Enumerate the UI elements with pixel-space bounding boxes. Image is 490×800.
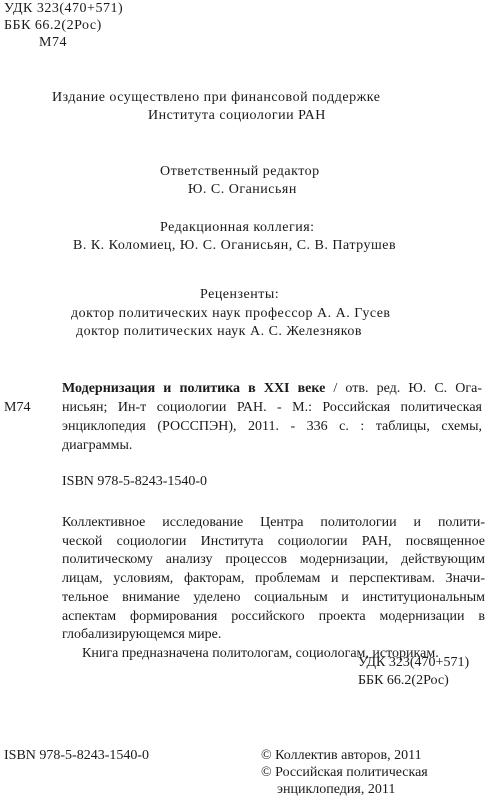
book-title: Модернизация и политика в XXI веке bbox=[62, 381, 326, 396]
udk-code: УДК 323(470+571) bbox=[4, 1, 124, 16]
funding-note-line2: Института социологии РАН bbox=[148, 108, 326, 123]
copyright-publisher-cont: энциклопедия, 2011 bbox=[277, 782, 396, 797]
board-members: В. К. Коломиец, Ю. С. Оганисьян, С. В. Патрушев bbox=[73, 238, 397, 253]
footer-isbn: ISBN 978-5-8243-1540-0 bbox=[4, 748, 150, 763]
copyright-publisher: © Российская политическая bbox=[261, 765, 428, 780]
reviewer-2: доктор политических наук А. С. Железняков bbox=[76, 324, 363, 339]
bbk-code: ББК 66.2(2Рос) bbox=[4, 18, 102, 33]
annotation-line: ческой социологии Института социологии РАН, посвященное bbox=[62, 533, 485, 549]
udk-code-repeat: УДК 323(470+571) bbox=[358, 655, 470, 670]
editor-label: Ответственный редактор bbox=[160, 164, 320, 179]
funding-note-line1: Издание осуществлено при финансовой поддержке bbox=[52, 90, 381, 105]
bib-line-1: Модернизация и политика в XXI веке / отв. ред. Ю. С. Ога- bbox=[62, 381, 482, 396]
bib-line-4: диаграммы. bbox=[62, 438, 133, 453]
bib-author-mark: М74 bbox=[4, 400, 31, 415]
author-mark: М74 bbox=[39, 35, 67, 50]
bib-line-3: энциклопедия (РОССПЭН), 2011. - 336 с. : таблицы, схемы, bbox=[62, 419, 482, 434]
editor-name: Ю. С. Оганисьян bbox=[188, 182, 297, 197]
reviewers-label: Рецензенты: bbox=[200, 287, 280, 302]
annotation bbox=[62, 514, 485, 664]
bib-line-2: нисьян; Ин-т социологии РАН. - М.: Российская политическая bbox=[62, 400, 482, 415]
annotation-line: Коллективное исследование Центра политологии и полити- bbox=[62, 515, 485, 530]
annotation-audience: Книга предназначена политологам, социологам, историкам. bbox=[82, 645, 439, 661]
copyright-authors: © Коллектив авторов, 2011 bbox=[261, 748, 422, 763]
annotation-line: тельное внимание уделено социальным и институциональным bbox=[62, 589, 485, 605]
reviewer-1: доктор политических наук профессор А. А. Гусев bbox=[71, 306, 391, 321]
bib-isbn: ISBN 978-5-8243-1540-0 bbox=[62, 474, 208, 489]
annotation-line: глобализирующемся мире. bbox=[62, 627, 222, 643]
annotation-line: политическому анализу процессов модернизации, действующим bbox=[62, 552, 485, 568]
board-label: Редакционная коллегия: bbox=[160, 220, 315, 235]
bbk-code-repeat: ББК 66.2(2Рос) bbox=[358, 673, 449, 688]
annotation-line: лицам, условиям, факторам, проблемам и перспективам. Значи- bbox=[62, 571, 485, 587]
annotation-line: аспектам формирования российского проекта модернизации в bbox=[62, 608, 485, 624]
